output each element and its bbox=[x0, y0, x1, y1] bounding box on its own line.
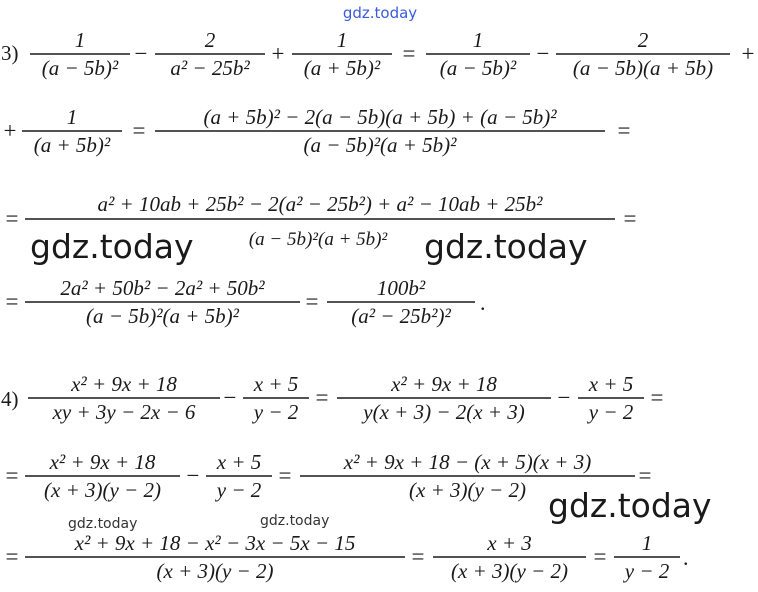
p4-l3-lead-equals: = bbox=[5, 544, 19, 569]
p3-l3-numerator: a² + 10ab + 25b² − 2(a² − 25b²) + a² − 10ab + 25b² bbox=[97, 192, 543, 216]
p3-l1-minus-1: − bbox=[134, 41, 148, 66]
p3-l1-fraction-5-numerator: 2 bbox=[637, 28, 649, 52]
p4-l2-lead-equals: = bbox=[5, 463, 19, 488]
p4-l2-equals-1: = bbox=[278, 463, 292, 488]
p4-l1-fraction-3-denominator: y(x + 3) − 2(x + 3) bbox=[363, 400, 525, 424]
p3-l4-fraction-1-numerator: 2a² + 50b² − 2a² + 50b² bbox=[60, 276, 265, 300]
p3-l4-fraction-2-numerator: 100b² bbox=[376, 276, 426, 300]
p4-l2-equals-2: = bbox=[638, 463, 652, 488]
p3-l1-plus-1: + bbox=[271, 41, 285, 66]
p4-l2-fraction-2-denominator: y − 2 bbox=[216, 478, 262, 502]
p4-l3-period: . bbox=[683, 545, 689, 570]
watermark-small-left: gdz.today bbox=[68, 516, 138, 532]
p4-l3-fraction-2-numerator: x + 3 bbox=[487, 531, 532, 555]
p3-l4-fraction-2-denominator: (a² − 25b²)² bbox=[351, 304, 451, 328]
p3-l3-equals: = bbox=[623, 206, 637, 231]
p4-l1-fraction-4-numerator: x + 5 bbox=[588, 372, 634, 396]
p3-l4-equals: = bbox=[305, 289, 319, 314]
p4-l3-fraction-3-numerator: 1 bbox=[641, 531, 653, 555]
p4-l3-equals-2: = bbox=[593, 544, 607, 569]
p4-l2-fraction-3-numerator: x² + 9x + 18 − (x + 5)(x + 3) bbox=[343, 450, 592, 474]
p4-l3-fraction-2-denominator: (x + 3)(y − 2) bbox=[451, 559, 568, 583]
p3-l1-fraction-1-denominator: (a − 5b)² bbox=[41, 56, 119, 80]
p3-l2-fraction-2-denominator: (a − 5b)²(a + 5b)² bbox=[303, 133, 457, 157]
p3-l1-fraction-2-numerator: 2 bbox=[204, 28, 216, 52]
p3-l1-fraction-2-denominator: a² − 25b² bbox=[170, 56, 250, 80]
p4-l3-fraction-3-denominator: y − 2 bbox=[624, 559, 670, 583]
p3-l3-lead-equals: = bbox=[5, 206, 19, 231]
watermark-large-right: gdz.today bbox=[424, 227, 588, 266]
p4-l1-fraction-2-numerator: x + 5 bbox=[253, 372, 299, 396]
p4-l2-fraction-3-denominator: (x + 3)(y − 2) bbox=[409, 478, 526, 502]
watermark-large-bottom: gdz.today bbox=[548, 486, 712, 525]
p3-l1-fraction-5-denominator: (a − 5b)(a + 5b) bbox=[572, 56, 714, 80]
p4-l2-minus: − bbox=[186, 463, 200, 488]
p3-l2-equals-2: = bbox=[617, 118, 631, 143]
p4-l3-fraction-1-numerator: x² + 9x + 18 − x² − 3x − 5x − 15 bbox=[74, 531, 356, 555]
p4-l1-fraction-1-numerator: x² + 9x + 18 bbox=[71, 372, 177, 396]
p3-l2-fraction-1-denominator: (a + 5b)² bbox=[33, 133, 111, 157]
watermark-top: gdz.today bbox=[342, 4, 418, 22]
watermark-small-center: gdz.today bbox=[260, 513, 330, 529]
p3-l1-plus-2: + bbox=[741, 41, 755, 66]
p3-l4-period: . bbox=[480, 290, 486, 315]
p4-l3-equals-1: = bbox=[411, 544, 425, 569]
p4-l1-fraction-4-denominator: y − 2 bbox=[588, 400, 634, 424]
p3-l3-denominator: (a − 5b)²(a + 5b)² bbox=[248, 229, 388, 250]
p3-l1-fraction-3-numerator: 1 bbox=[336, 28, 348, 52]
p4-l3-fraction-1-denominator: (x + 3)(y − 2) bbox=[156, 559, 274, 583]
p3-l4-lead-equals: = bbox=[5, 289, 19, 314]
p4-l1-fraction-1-denominator: xy + 3y − 2x − 6 bbox=[52, 400, 196, 424]
p4-l2-fraction-1-denominator: (x + 3)(y − 2) bbox=[44, 478, 161, 502]
p4-l2-fraction-1-numerator: x² + 9x + 18 bbox=[49, 450, 156, 474]
p3-l4-fraction-1-denominator: (a − 5b)²(a + 5b)² bbox=[86, 304, 239, 328]
p3-l1-equals: = bbox=[402, 41, 416, 66]
p3-l1-minus-2: − bbox=[536, 41, 550, 66]
p3-l1-fraction-3-denominator: (a + 5b)² bbox=[303, 56, 381, 80]
p4-l1-equals-2: = bbox=[650, 385, 664, 410]
p4-l1-fraction-2-denominator: y − 2 bbox=[253, 400, 299, 424]
problem-3-label: 3) bbox=[1, 41, 19, 65]
p3-l2-fraction-2-numerator: (a + 5b)² − 2(a − 5b)(a + 5b) + (a − 5b)² bbox=[203, 105, 557, 129]
p3-l2-lead-plus: + bbox=[3, 118, 17, 143]
p4-l1-equals-1: = bbox=[315, 385, 329, 410]
p3-l1-fraction-1-numerator: 1 bbox=[74, 28, 86, 52]
watermark-large-left: gdz.today bbox=[30, 227, 194, 266]
p4-l2-fraction-2-numerator: x + 5 bbox=[216, 450, 262, 474]
problem-4-label: 4) bbox=[1, 387, 19, 411]
p3-l2-equals-1: = bbox=[132, 118, 146, 143]
p3-l2-fraction-1-numerator: 1 bbox=[66, 105, 78, 129]
p4-l1-fraction-3-numerator: x² + 9x + 18 bbox=[391, 372, 497, 396]
p3-l1-fraction-4-numerator: 1 bbox=[472, 28, 484, 52]
p4-l1-minus-1: − bbox=[223, 385, 237, 410]
p4-l1-minus-2: − bbox=[557, 385, 571, 410]
p3-l1-fraction-4-denominator: (a − 5b)² bbox=[439, 56, 517, 80]
